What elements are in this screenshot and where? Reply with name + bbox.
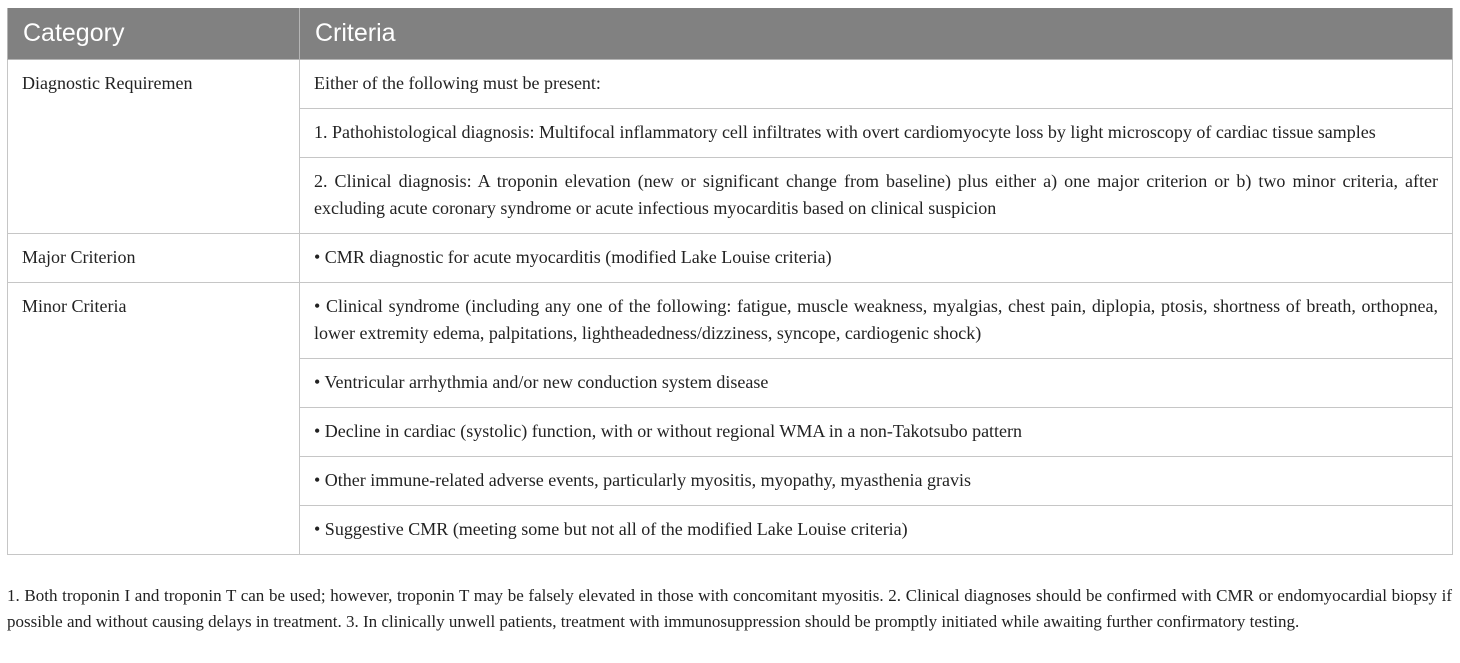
- category-minor-criteria: Minor Criteria: [8, 282, 300, 554]
- criteria-cell: • Ventricular arrhythmia and/or new conduction system disease: [300, 358, 1453, 407]
- header-criteria: Criteria: [300, 8, 1453, 59]
- table-row: [8, 282, 1453, 358]
- criteria-cell: 2. Clinical diagnosis: A troponin elevation (new or significant change from baseline) plus either a) one major criterion or b) two minor criteria, after excluding acute coronary syndrome or acute infectious myocarditis based on clinical suspicion: [300, 157, 1453, 233]
- table-row: [8, 233, 1453, 282]
- criteria-cell: • Suggestive CMR (meeting some but not all of the modified Lake Louise criteria): [300, 505, 1453, 554]
- criteria-cell: 1. Pathohistological diagnosis: Multifocal inflammatory cell infiltrates with overt cardiomyocyte loss by light microscopy of cardiac tissue samples: [300, 108, 1453, 157]
- criteria-table-container: [7, 8, 1452, 555]
- category-diagnostic-requirement: Diagnostic Requiremen: [8, 59, 300, 233]
- table-header-row: [8, 8, 1453, 59]
- criteria-cell: • Clinical syndrome (including any one of the following: fatigue, muscle weakness, myalgias, chest pain, diplopia, ptosis, shortness of breath, orthopnea, lower extremity edema, palpitations, lightheadedness/dizziness, syncope, cardiogenic shock): [300, 282, 1453, 358]
- header-category: Category: [8, 8, 300, 59]
- category-major-criterion: Major Criterion: [8, 233, 300, 282]
- criteria-cell: • Other immune-related adverse events, particularly myositis, myopathy, myasthenia gravis: [300, 456, 1453, 505]
- table-row: [8, 59, 1453, 108]
- criteria-table: [7, 8, 1453, 555]
- criteria-cell: Either of the following must be present:: [300, 59, 1453, 108]
- criteria-cell: • Decline in cardiac (systolic) function, with or without regional WMA in a non-Takotsubo pattern: [300, 407, 1453, 456]
- criteria-cell: • CMR diagnostic for acute myocarditis (modified Lake Louise criteria): [300, 233, 1453, 282]
- table-footnote: 1. Both troponin I and troponin T can be used; however, troponin T may be falsely elevated in those with concomitant myositis. 2. Clinical diagnoses should be confirmed with CMR or endomyocardial biopsy if possible and without causing delays in treatment. 3. In clinically unwell patients, treatment with immunosuppression should be promptly initiated while awaiting further confirmatory testing.: [7, 586, 1452, 631]
